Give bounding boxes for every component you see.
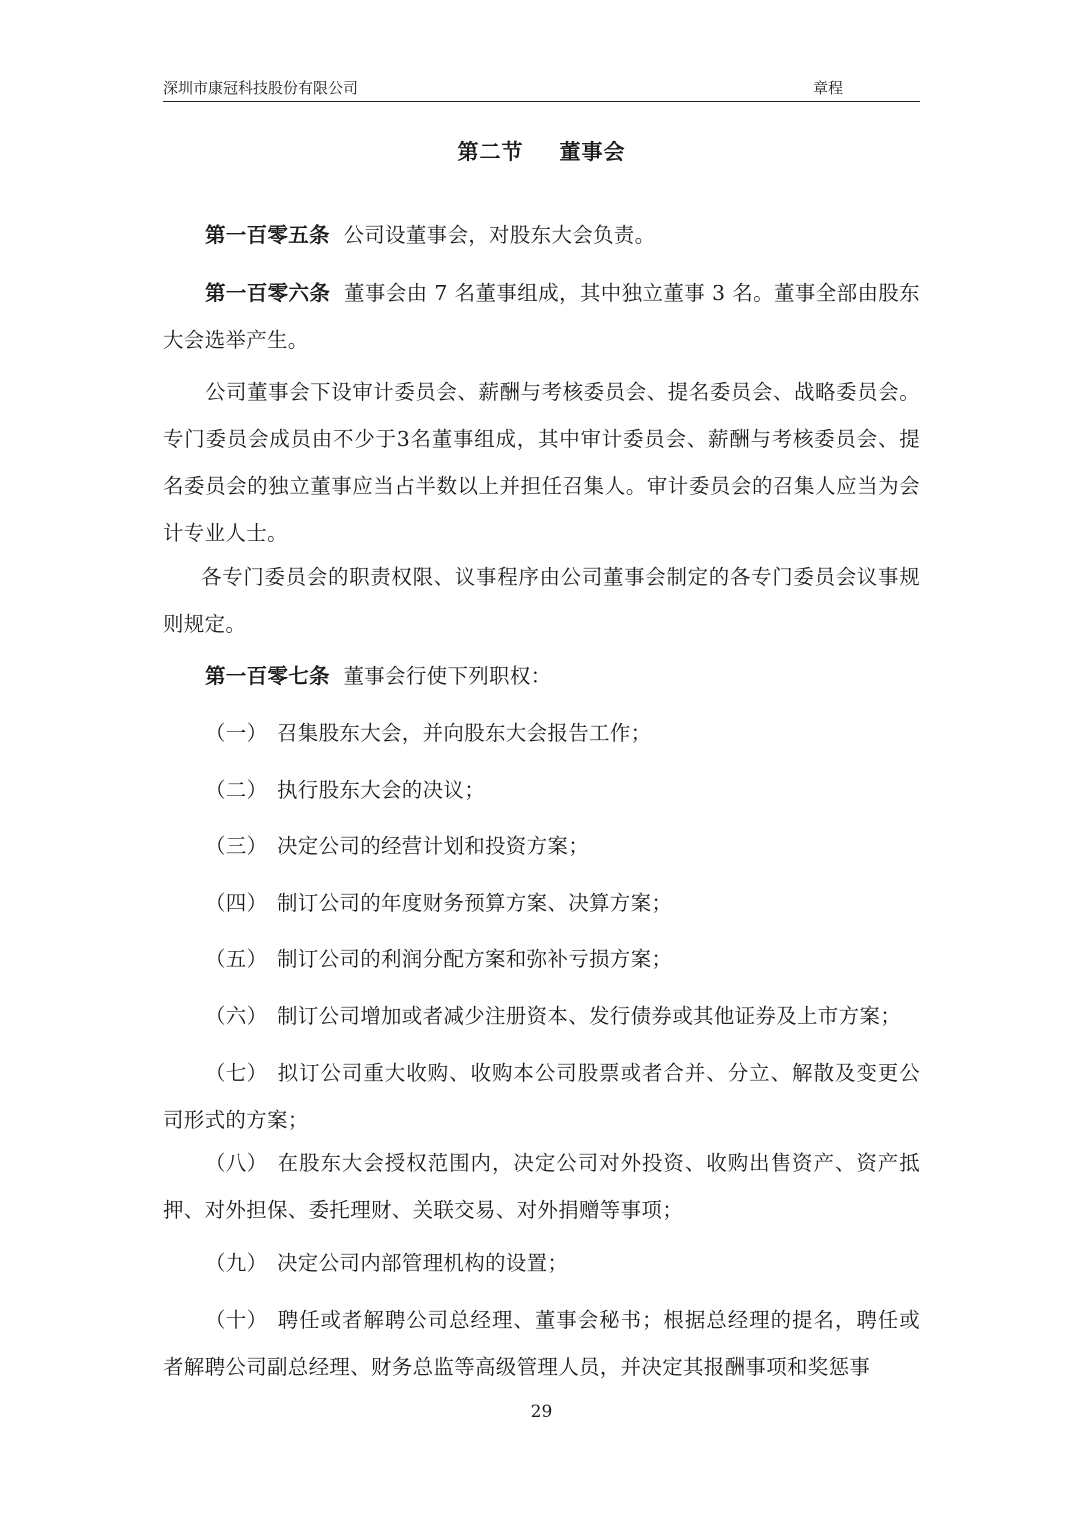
header-divider: [163, 101, 920, 102]
article-105: [163, 212, 920, 259]
item-text: 拟订公司重大收购、收购本公司股票或者合并、分立、解散及变更公司形式的方案；: [163, 1061, 920, 1132]
item-number: （五）: [205, 947, 268, 971]
paragraph-text: 公司董事会下设审计委员会、薪酬与考核委员会、提名委员会、战略委员会。专门委员会成员由不少于3名董事组成，其中审计委员会、薪酬与考核委员会、提名委员会的独立董事应当占半数以上并担任召集人。审计委员会的召集人应当为会计专业人士。: [163, 380, 920, 545]
item-number: （三）: [205, 834, 268, 858]
page-number: 29: [530, 1402, 553, 1422]
article-paragraph: [163, 212, 920, 259]
item-5: [163, 936, 920, 983]
list-item: [163, 1240, 920, 1287]
item-text: 聘任或者解聘公司总经理、董事会秘书；根据总经理的提名，聘任或者解聘公司副总经理、财务总监等高级管理人员，并决定其报酬事项和奖惩事: [163, 1308, 920, 1379]
section-number: 第二节: [457, 139, 524, 164]
committee-paragraph: [163, 369, 920, 557]
article-paragraph: [163, 653, 920, 700]
item-text: 执行股东大会的决议；: [277, 778, 485, 802]
item-text: 制订公司的利润分配方案和弥补亏损方案；: [277, 947, 673, 971]
item-8: [163, 1140, 920, 1234]
item-9: [163, 1240, 920, 1287]
item-number: （六）: [205, 1004, 268, 1028]
item-10: [163, 1297, 920, 1391]
section-heading: [163, 136, 920, 168]
item-number: （十）: [205, 1308, 268, 1332]
item-1: [163, 710, 920, 757]
item-number: （九）: [205, 1251, 268, 1275]
list-item: [163, 993, 920, 1040]
article-text: 董事会由 7 名董事组成，其中独立董事 3 名。董事全部由股东大会选举产生。: [163, 281, 920, 352]
item-number: （七）: [205, 1061, 268, 1085]
article-107: [163, 653, 920, 700]
section-title: 董事会: [559, 139, 626, 164]
committee-rules-paragraph: [163, 554, 920, 648]
article-number: 第一百零六条: [205, 281, 331, 305]
item-6: [163, 993, 920, 1040]
item-number: （二）: [205, 778, 268, 802]
list-item: [163, 823, 920, 870]
article-number: 第一百零五条: [205, 223, 330, 247]
article-paragraph: [163, 270, 920, 364]
article-text: 公司设董事会，对股东大会负责。: [343, 223, 656, 247]
list-item: [163, 1297, 920, 1391]
item-number: （四）: [205, 891, 268, 915]
list-item: [163, 710, 920, 757]
article-106: [163, 270, 920, 364]
list-item: [163, 1140, 920, 1234]
item-text: 召集股东大会，并向股东大会报告工作；: [277, 721, 652, 745]
item-number: （八）: [205, 1151, 268, 1175]
item-2: [163, 767, 920, 814]
article-number: 第一百零七条: [205, 664, 330, 688]
list-item: [163, 936, 920, 983]
list-item: [163, 880, 920, 927]
paragraph-text: 各专门委员会的职责权限、议事程序由公司董事会制定的各专门委员会议事规则规定。: [163, 565, 920, 636]
item-3: [163, 823, 920, 870]
item-7: [163, 1050, 920, 1144]
item-4: [163, 880, 920, 927]
list-item: [163, 1050, 920, 1144]
item-text: 决定公司的经营计划和投资方案；: [277, 834, 589, 858]
page-header: [163, 76, 920, 100]
item-number: （一）: [205, 721, 268, 745]
item-text: 决定公司内部管理机构的设置；: [277, 1251, 569, 1275]
list-item: [163, 767, 920, 814]
header-company-name: 深圳市康冠科技股份有限公司: [163, 79, 359, 97]
item-text: 在股东大会授权范围内，决定公司对外投资、收购出售资产、资产抵押、对外担保、委托理财、关联交易、对外捐赠等事项；: [163, 1151, 920, 1222]
header-document-type: 章程: [813, 79, 844, 97]
item-text: 制订公司的年度财务预算方案、决算方案；: [277, 891, 673, 915]
item-text: 制订公司增加或者减少注册资本、发行债券或其他证券及上市方案；: [277, 1004, 901, 1028]
article-text: 董事会行使下列职权：: [343, 664, 552, 688]
